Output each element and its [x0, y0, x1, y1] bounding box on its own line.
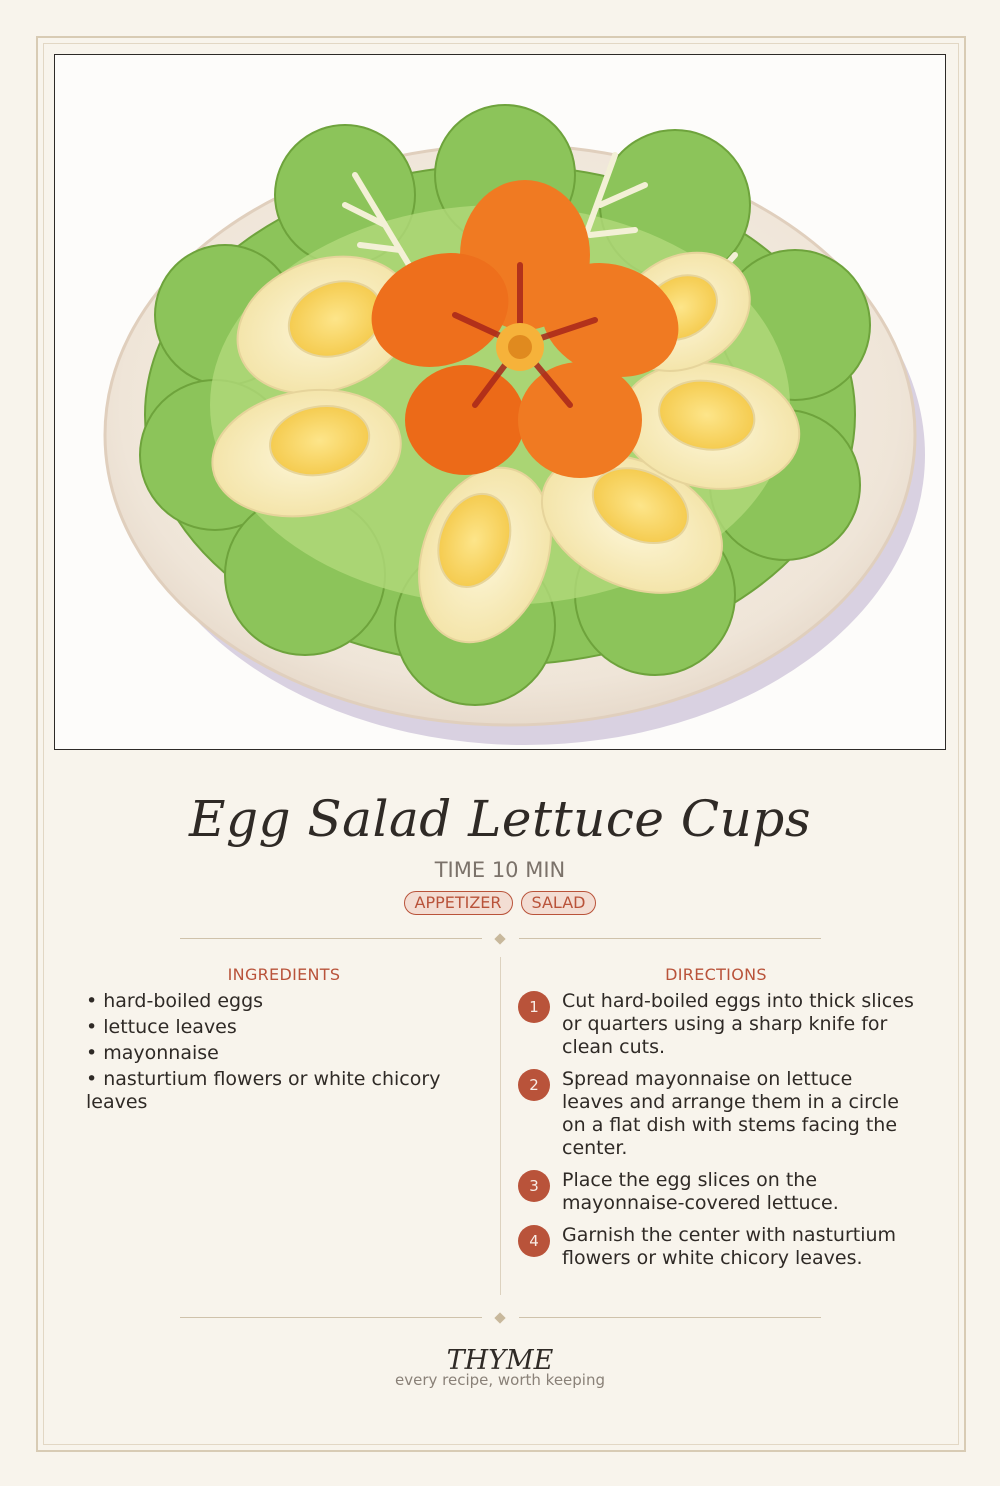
- directions-list: [518, 990, 918, 1279]
- step-text: Place the egg slices on the mayonnaise-covered lettuce.: [562, 1169, 839, 1214]
- brand-logo: THYME: [446, 1345, 554, 1376]
- divider-diamond-icon: [494, 1312, 505, 1323]
- ingredients-list: [86, 990, 466, 1117]
- ingredient-item: • lettuce leaves: [86, 1016, 237, 1038]
- column-separator: [500, 957, 501, 1295]
- step-number-badge: 3: [518, 1170, 550, 1202]
- prep-time: TIME 10 MIN: [434, 858, 566, 882]
- divider-line-left: [180, 938, 482, 939]
- step-text: Cut hard-boiled eggs into thick slices or quarters using a sharp knife for clean cuts.: [562, 990, 914, 1058]
- ingredient-item: • mayonnaise: [86, 1042, 219, 1064]
- direction-step: [518, 1224, 918, 1270]
- divider-line-right: [519, 1317, 821, 1318]
- step-number-badge: 2: [518, 1069, 550, 1101]
- divider-line-left: [180, 1317, 482, 1318]
- step-number-badge: 1: [518, 991, 550, 1023]
- direction-step: [518, 990, 918, 1059]
- step-number-badge: 4: [518, 1225, 550, 1257]
- section-divider-top: [180, 933, 821, 945]
- ingredient-item: • hard-boiled eggs: [86, 990, 264, 1012]
- direction-step: [518, 1068, 918, 1160]
- step-text: Spread mayonnaise on lettuce leaves and arrange them in a circle on a flat dish with stems facing the center.: [562, 1068, 899, 1159]
- section-divider-bottom: [180, 1312, 821, 1324]
- dish-illustration: [55, 55, 945, 749]
- tag-appetizer[interactable]: APPETIZER: [404, 891, 513, 915]
- step-text: Garnish the center with nasturtium flowers or white chicory leaves.: [562, 1224, 897, 1269]
- direction-step: [518, 1169, 918, 1215]
- brand-tagline: every recipe, worth keeping: [394, 1371, 605, 1389]
- divider-diamond-icon: [494, 933, 505, 944]
- category-tags: [0, 891, 1000, 915]
- ingredient-item: • nasturtium flowers or white chicory leaves: [86, 1068, 441, 1113]
- ingredients-heading: INGREDIENTS: [227, 965, 341, 984]
- recipe-image: [54, 54, 946, 750]
- recipe-title: Egg Salad Lettuce Cups: [189, 790, 811, 848]
- tag-salad[interactable]: SALAD: [521, 891, 597, 915]
- divider-line-right: [519, 938, 821, 939]
- directions-heading: DIRECTIONS: [665, 965, 767, 984]
